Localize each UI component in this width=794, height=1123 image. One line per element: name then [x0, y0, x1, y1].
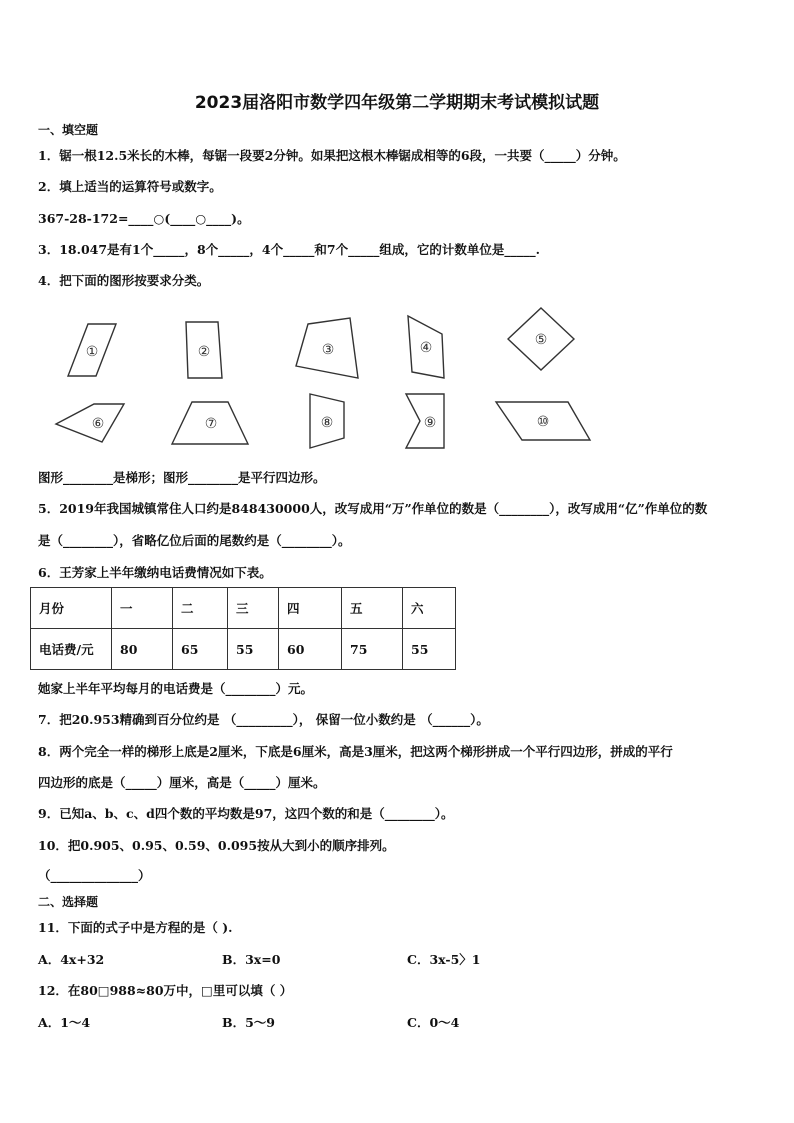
table-cell: 65: [173, 629, 228, 670]
table-cell: 五: [342, 588, 403, 629]
question-2: 2．填上适当的运算符号或数字。: [38, 179, 222, 194]
shape-label-7: ⑦: [204, 416, 218, 432]
question-9: 9．已知a、b、c、d四个数的平均数是97，这四个数的和是（________）。: [38, 806, 454, 821]
q11-option-b: B．3x=0: [222, 952, 281, 967]
shapes-figure: [40, 300, 610, 460]
shape-label-10: ⑩: [536, 414, 550, 430]
question-11: 11．下面的式子中是方程的是（ ).: [38, 920, 233, 935]
table-cell: 三: [228, 588, 279, 629]
table-cell: 二: [173, 588, 228, 629]
question-3: 3．18.047是有1个_____，8个_____，4个_____和7个_____组成，它的计数单位是_____.: [38, 242, 540, 257]
question-12: 12．在80□988≈80万中，□里可以填（ ）: [38, 983, 293, 998]
question-4-answer: 图形________是梯形；图形________是平行四边形。: [38, 470, 326, 485]
shape-label-1: ①: [85, 344, 99, 360]
table-cell: 四: [279, 588, 342, 629]
question-6: 6．王芳家上半年缴纳电话费情况如下表。: [38, 565, 272, 580]
q12-option-a: A．1～4: [38, 1015, 91, 1030]
section-choice-heading: 二、选择题: [38, 895, 99, 909]
q11-option-a: A．4x+32: [38, 952, 105, 967]
table-row: [31, 629, 456, 670]
shape-label-9: ⑨: [423, 415, 437, 431]
table-cell: 55: [403, 629, 456, 670]
question-1: 1．锯一根12.5米长的木棒，每锯一段要2分钟。如果把这根木棒锯成相等的6段，一共要（_____）分钟。: [38, 148, 626, 163]
question-5-line-1: 5．2019年我国城镇常住人口约是848430000人，改写成用“万”作单位的数是（________），改写成用“亿”作单位的数: [38, 501, 708, 516]
question-6-answer: 她家上半年平均每月的电话费是（________）元。: [38, 681, 314, 696]
q11-option-c: C．3x-5〉1: [407, 952, 481, 967]
question-10: 10．把0.905、0.95、0.59、0.095按从大到小的顺序排列。: [38, 838, 395, 853]
page-title: 2023届洛阳市数学四年级第二学期期末考试模拟试题: [194, 93, 600, 113]
question-8-line-1: 8．两个完全一样的梯形上底是2厘米，下底是6厘米，高是3厘米，把这两个梯形拼成一个平行四边形，拼成的平行: [38, 744, 673, 759]
question-5-line-2: 是（________），省略亿位后面的尾数约是（________）。: [38, 533, 351, 548]
table-cell: 80: [112, 629, 173, 670]
phone-fee-table: [30, 587, 456, 670]
question-4: 4．把下面的图形按要求分类。: [38, 273, 210, 288]
table-cell: 月份: [31, 588, 112, 629]
table-cell: 75: [342, 629, 403, 670]
shape-label-3: ③: [321, 342, 335, 358]
shape-label-5: ⑤: [534, 332, 548, 348]
question-10-blank: （______________）: [38, 868, 151, 883]
section-fill-heading: 一、填空题: [38, 123, 99, 137]
question-7: 7．把20.953精确到百分位约是 （_________）， 保留一位小数约是 （______）。: [38, 712, 489, 727]
table-cell: 60: [279, 629, 342, 670]
question-2-expression: 367-28-172=____○(____○____)。: [38, 211, 250, 226]
table-cell: 电话费/元: [31, 629, 112, 670]
shape-label-2: ②: [197, 344, 211, 360]
shape-label-4: ④: [419, 340, 433, 356]
q12-option-b: B．5～9: [222, 1015, 275, 1030]
table-cell: 55: [228, 629, 279, 670]
question-8-line-2: 四边形的底是（_____）厘米，高是（_____）厘米。: [38, 775, 326, 790]
shape-6: [56, 404, 124, 442]
shape-label-8: ⑧: [320, 415, 334, 431]
shape-label-6: ⑥: [91, 416, 105, 432]
q12-option-c: C．0～4: [407, 1015, 460, 1030]
table-header-row: [31, 588, 456, 629]
table-cell: 六: [403, 588, 456, 629]
table-cell: 一: [112, 588, 173, 629]
